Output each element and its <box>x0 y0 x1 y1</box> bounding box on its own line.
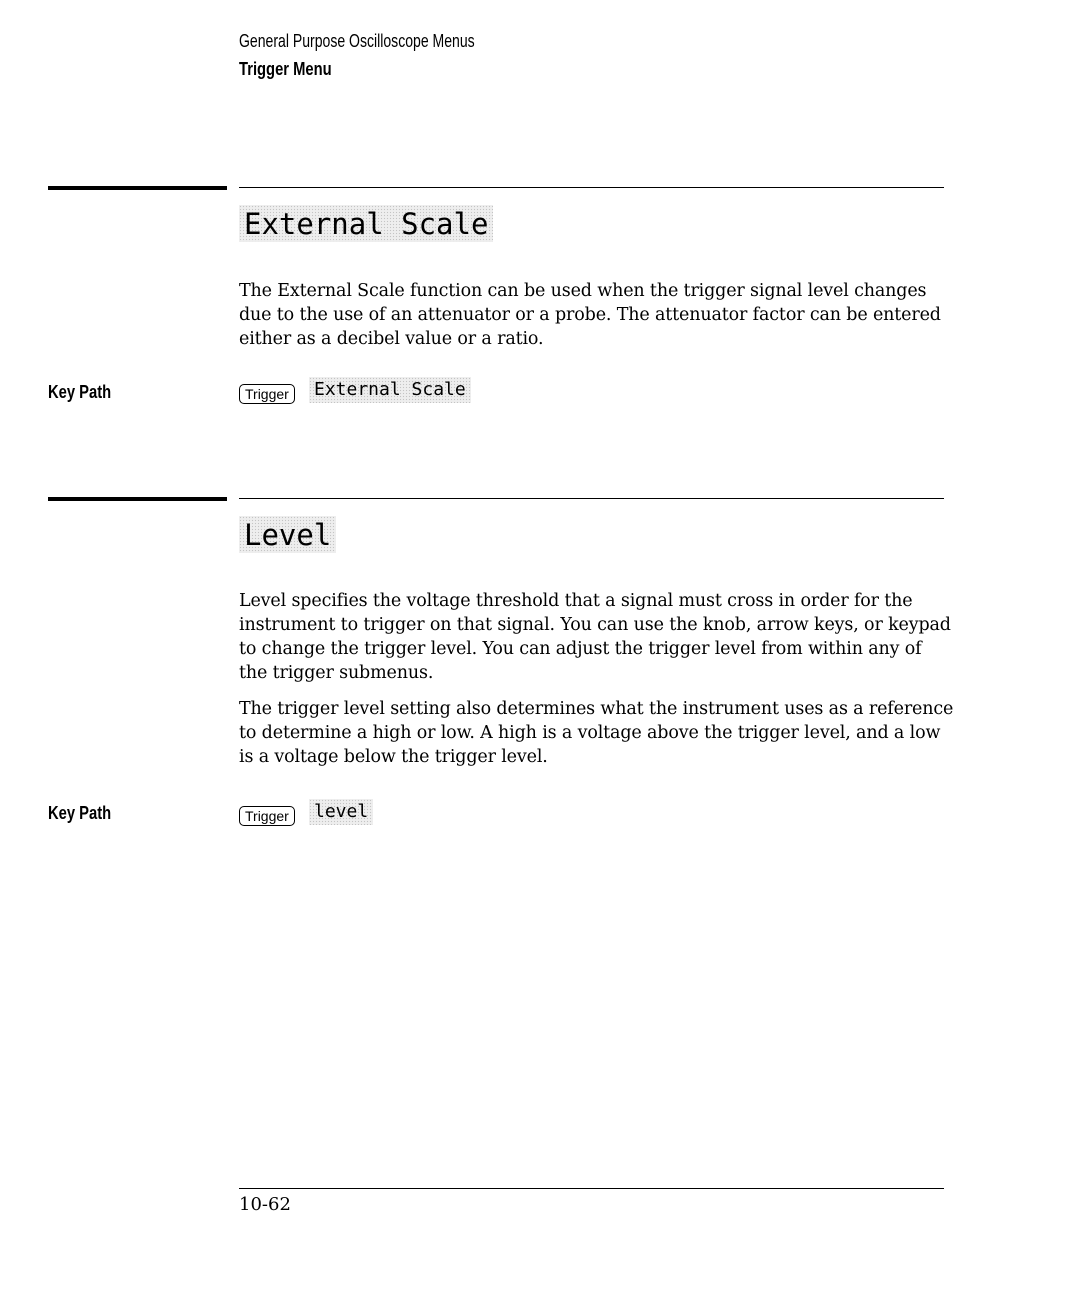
level-softkey: level <box>309 799 373 825</box>
chapter-header: General Purpose Oscilloscope Menus <box>239 31 475 51</box>
key-path-label: Key Path <box>48 382 112 402</box>
section-paragraph: Level specifies the voltage threshold that a signal must cross in order for the instrument to trigger on that signal. You can use the knob, arrow keys, or keypad to change the trigger level. You can adjust the trigger level from within any of the trigger submenus. <box>239 591 951 683</box>
section-rule-thin <box>239 498 944 499</box>
section-rule-thin <box>239 187 944 188</box>
key-path-label: Key Path <box>48 803 112 823</box>
footer-rule <box>239 1188 944 1189</box>
section-rule-thick <box>48 497 227 501</box>
trigger-hardkey: Trigger <box>239 384 295 404</box>
section-header: Trigger Menu <box>239 59 332 79</box>
section-rule-thick <box>48 186 227 190</box>
section-paragraph: The External Scale function can be used when the trigger signal level changes due to the use of an attenuator or a probe. The attenuator factor can be entered either as a decibel value or a ratio. <box>239 281 941 349</box>
section-paragraph: The trigger level setting also determines what the instrument uses as a reference to determine a high or low. A high is a voltage above the trigger level, and a low is a voltage below the trigger level. <box>239 699 954 767</box>
trigger-hardkey: Trigger <box>239 806 295 826</box>
section-title-external-scale: External Scale <box>239 205 493 242</box>
section-title-level: Level <box>239 516 336 553</box>
page-number: 10-62 <box>239 1194 291 1215</box>
external-scale-softkey: External Scale <box>309 377 471 403</box>
